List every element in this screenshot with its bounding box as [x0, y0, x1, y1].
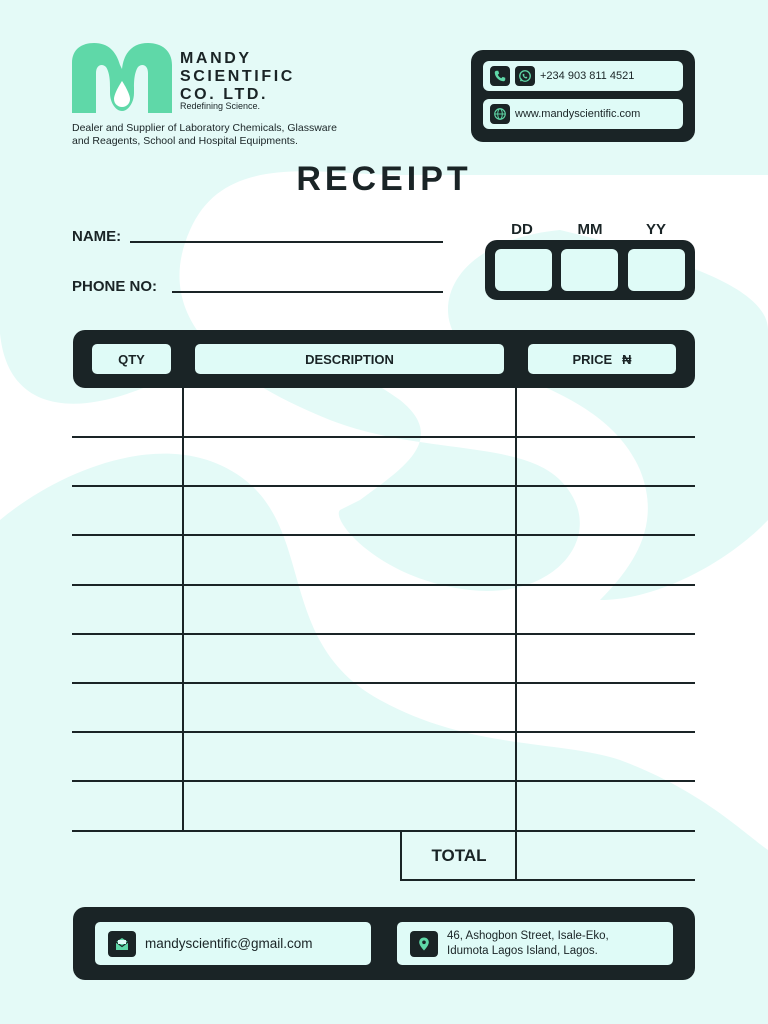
price-column-header [528, 344, 676, 374]
table-row-line [72, 633, 695, 635]
date-box [485, 240, 695, 300]
footer-bar [73, 907, 695, 980]
year-field[interactable] [628, 249, 685, 291]
address-line: Idumota Lagos Island, Lagos. [447, 944, 598, 957]
location-pin-icon [410, 931, 438, 957]
website-link[interactable]: www.mandyscientific.com [515, 108, 641, 120]
company-name-line: MANDY [180, 50, 252, 67]
table-row-line [72, 584, 695, 586]
address-line: 46, Ashogbon Street, Isale-Eko, [447, 929, 609, 942]
phone-label: PHONE NO: [72, 278, 158, 295]
company-name [180, 50, 295, 104]
table-row-line [72, 780, 695, 782]
day-header: DD [511, 221, 533, 238]
name-field-line[interactable] [130, 241, 443, 243]
table-header [73, 330, 695, 388]
phone-number[interactable]: +234 903 811 4521 [540, 70, 635, 82]
email-address[interactable]: mandyscientific@gmail.com [145, 936, 313, 951]
table-row-line [72, 731, 695, 733]
day-field[interactable] [495, 249, 552, 291]
logo-mark-icon [72, 43, 172, 113]
email-icon [108, 931, 136, 957]
table-row-line [72, 436, 695, 438]
table-row-line [72, 485, 695, 487]
price-label: PRICE [572, 351, 613, 367]
table-row-line [72, 534, 695, 536]
company-name-line: CO. LTD. [180, 86, 269, 103]
month-header: MM [577, 221, 603, 238]
table-row-line [72, 682, 695, 684]
currency-symbol: ₦ [622, 351, 632, 367]
globe-icon [490, 104, 510, 124]
company-name-line: SCIENTIFIC [180, 68, 295, 85]
total-value-field[interactable] [518, 832, 694, 878]
qty-column-header: QTY [92, 344, 171, 374]
phone-pill [483, 61, 683, 91]
table-divider-qty [182, 388, 184, 831]
name-label: NAME: [72, 228, 122, 245]
address-text [447, 929, 609, 959]
description-column-header: DESCRIPTION [195, 344, 504, 374]
total-label: TOTAL [431, 846, 487, 865]
website-pill [483, 99, 683, 129]
page-title: RECEIPT [296, 160, 472, 198]
tagline: Redefining Science. [180, 101, 261, 111]
dealer-line: Dealer and Supplier of Laboratory Chemicals, Glassware [72, 122, 337, 134]
contact-box [471, 50, 695, 142]
year-header: YY [645, 221, 666, 238]
dealer-line: and Reagents, School and Hospital Equipments. [72, 135, 298, 147]
total-box-bottom [400, 879, 695, 881]
address-pill [397, 922, 673, 965]
email-pill [95, 922, 371, 965]
month-field[interactable] [561, 249, 618, 291]
dealer-description [72, 122, 392, 148]
whatsapp-icon [515, 66, 535, 86]
phone-field-line[interactable] [172, 291, 443, 293]
phone-icon [490, 66, 510, 86]
